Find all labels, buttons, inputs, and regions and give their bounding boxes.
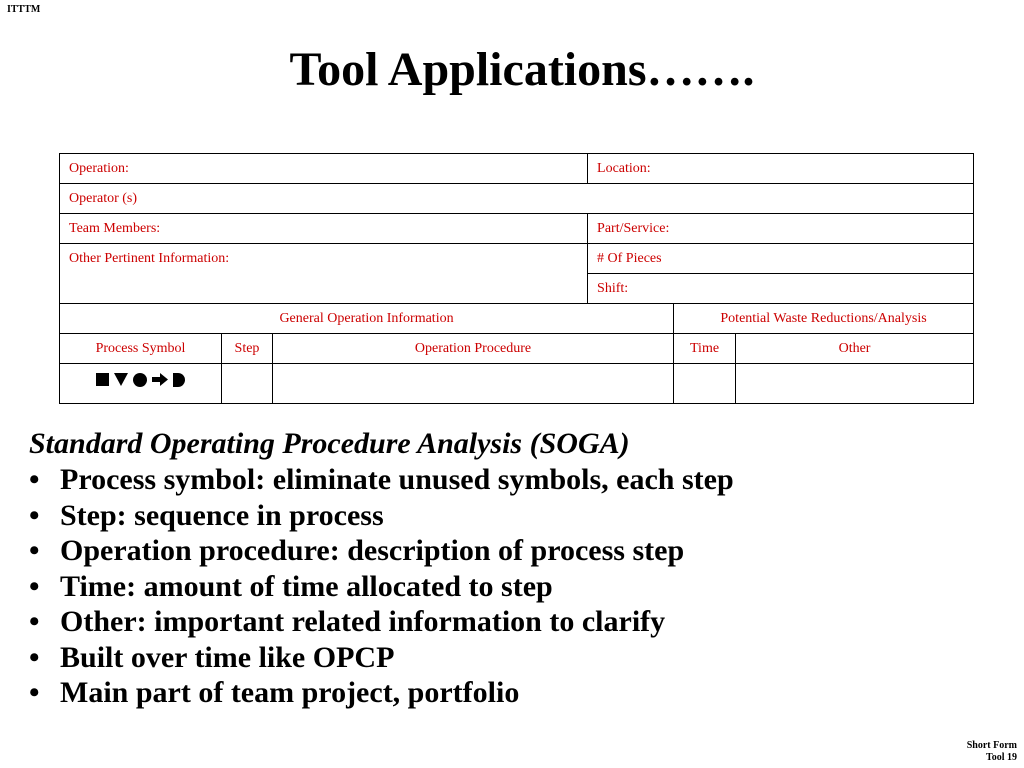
d-shape-icon [173,373,186,387]
bullet-item: • Step: sequence in process [29,498,734,534]
general-info-heading: General Operation Information [60,304,674,334]
bullet-item: • Operation procedure: description of process step [29,533,734,569]
time-cell[interactable] [674,364,736,404]
operation-label: Operation: [69,160,129,176]
soga-form-table [59,153,974,404]
shift-label: Shift: [597,280,629,296]
operation-procedure-cell[interactable] [273,364,674,404]
pieces-label: # Of Pieces [597,250,662,266]
other-info-label: Other Pertinent Information: [69,251,230,266]
bullet-item: • Process symbol: eliminate unused symbols, each step [29,462,734,498]
footer-line-2: Tool 19 [985,752,1017,763]
page-title: Tool Applications……. [289,43,755,96]
arrow-right-icon [152,373,168,386]
operators-field[interactable] [60,184,974,214]
bullet-list [29,462,734,711]
soga-heading: Standard Operating Procedure Analysis (SOGA) [29,427,630,460]
part-service-field[interactable] [588,214,974,244]
corner-label: ITTTM [7,4,41,15]
location-label: Location: [597,160,651,176]
team-members-field[interactable] [60,214,588,244]
circle-icon [133,373,147,387]
other-cell[interactable] [736,364,974,404]
other-info-field[interactable] [60,244,588,304]
location-field[interactable] [588,154,974,184]
column-header-other: Other [736,334,974,364]
column-header-operation-procedure: Operation Procedure [273,334,674,364]
waste-heading: Potential Waste Reductions/Analysis [674,304,974,334]
inverted-triangle-icon [114,373,128,386]
operation-field[interactable] [60,154,588,184]
operators-label: Operator (s) [69,190,138,206]
shift-field[interactable] [588,274,974,304]
step-cell[interactable] [222,364,273,404]
bullet-item: • Main part of team project, portfolio [29,675,734,711]
team-members-label: Team Members: [69,220,161,236]
footer-label [967,740,1017,764]
bullet-item: • Other: important related information to clarify [29,604,734,640]
column-header-process-symbol: Process Symbol [60,334,222,364]
square-icon [96,373,109,386]
column-header-step: Step [222,334,273,364]
part-service-label: Part/Service: [597,220,670,236]
process-symbol-cell[interactable] [60,364,222,404]
bullet-item: • Built over time like OPCP [29,640,734,676]
column-header-time: Time [674,334,736,364]
bullet-item: • Time: amount of time allocated to step [29,569,734,605]
process-symbols [64,373,217,387]
pieces-field[interactable] [588,244,974,274]
footer-line-1: Short Form [966,740,1017,751]
